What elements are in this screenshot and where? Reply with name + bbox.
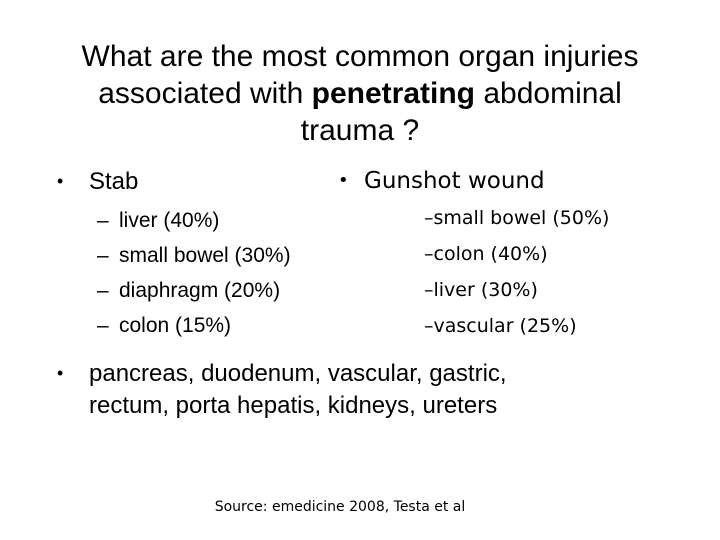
list-item: –liver (30%)	[424, 279, 538, 301]
gunshot-heading	[338, 166, 545, 196]
stab-item-label: small bowel (30%)	[119, 244, 291, 267]
other-organs-line-2: rectum, porta hepatis, kidneys, ureters	[89, 392, 498, 419]
dash-icon: –	[97, 244, 109, 267]
other-organs-text-1: pancreas, duodenum, vascular, gastric,	[89, 360, 507, 387]
stab-item-label: diaphragm (20%)	[119, 279, 281, 302]
list-item	[97, 238, 291, 273]
bullet-icon: •	[57, 171, 64, 191]
stab-heading-label: Stab	[89, 168, 139, 195]
gunshot-heading-label: Gunshot wound	[364, 168, 545, 194]
list-item: –colon (40%)	[424, 243, 548, 265]
dash-icon: –	[97, 209, 109, 232]
other-organs-bullet	[57, 357, 507, 422]
title-line-2	[40, 75, 680, 112]
stab-heading	[57, 166, 138, 197]
source-text: Source: emedicine 2008, Testa et al	[214, 499, 466, 515]
bullet-icon: •	[338, 170, 349, 191]
list-item	[97, 308, 291, 343]
bullet-icon: •	[57, 363, 64, 383]
other-organs-line-1	[57, 357, 507, 390]
stab-injury-list	[97, 203, 291, 343]
title-line-1: What are the most common organ injuries	[81, 40, 639, 73]
title-emphasis: penetrating	[311, 77, 476, 110]
source-citation	[0, 499, 680, 515]
title-line-3: trauma ?	[300, 114, 420, 147]
title-line-2-end: abdominal	[475, 77, 622, 110]
stab-item-label: liver (40%)	[119, 209, 220, 232]
slide-title	[40, 38, 680, 149]
list-item	[97, 203, 291, 238]
list-item	[97, 273, 291, 308]
title-line-2-start: associated with	[98, 77, 312, 110]
dash-icon: –	[97, 314, 109, 337]
stab-item-label: colon (15%)	[119, 314, 232, 337]
list-item: –small bowel (50%)	[424, 207, 610, 229]
gunshot-injury-list	[424, 200, 609, 344]
list-item: –vascular (25%)	[424, 315, 577, 337]
dash-icon: –	[97, 279, 109, 302]
